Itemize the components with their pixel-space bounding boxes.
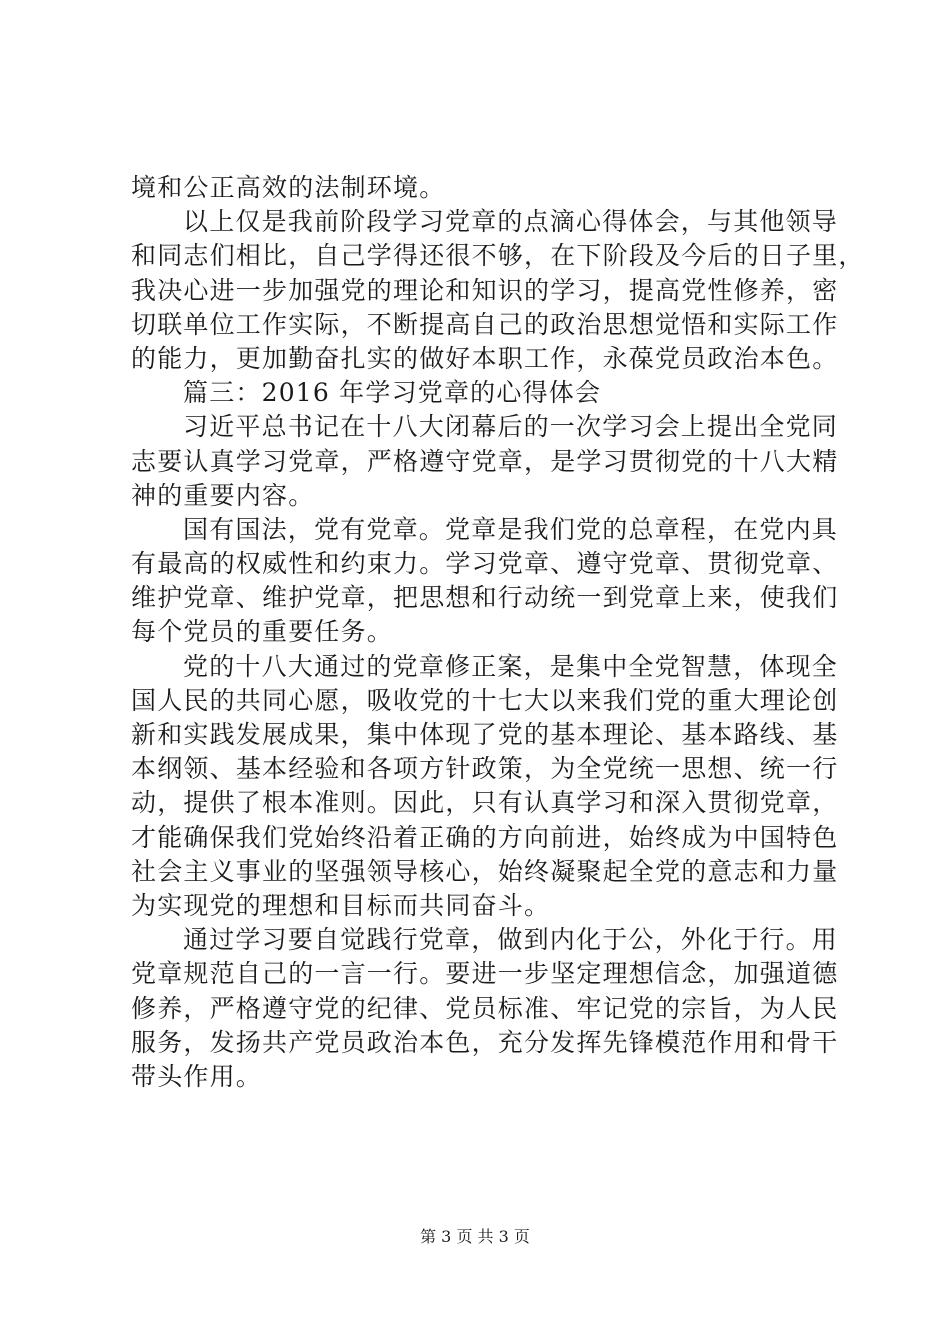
text-line: 切联单位工作实际，不断提高自己的政治思想觉悟和实际工作 <box>131 309 839 339</box>
text-line: 和同志们相比，自己学得还很不够，在下阶段及今后的日子里， <box>131 241 865 271</box>
text-line: 志要认真学习党章，严格遵守党章，是学习贯彻党的十八大精 <box>131 446 839 476</box>
text-line: 以上仅是我前阶段学习党章的点滴心得体会，与其他领导 <box>183 207 839 237</box>
text-line: 通过学习要自觉践行党章，做到内化于公，外化于行。用 <box>183 925 839 955</box>
text-line: 神的重要内容。 <box>131 480 315 510</box>
text-line: 我决心进一步加强党的理论和知识的学习，提高党性修养，密 <box>131 275 839 305</box>
text-line: 每个党员的重要任务。 <box>131 617 394 647</box>
text-line: 国人民的共同心愿，吸收党的十七大以来我们党的重大理论创 <box>131 685 839 715</box>
text-line: 有最高的权威性和约束力。学习党章、遵守党章、贯彻党章、 <box>131 549 839 579</box>
text-line: 动，提供了根本准则。因此，只有认真学习和深入贯彻党章， <box>131 788 839 818</box>
text-line: 新和实践发展成果，集中体现了党的基本理论、基本路线、基 <box>131 720 839 749</box>
text-line: 党章规范自己的一言一行。要进一步坚定理想信念，加强道德 <box>131 959 839 989</box>
text-line: 社会主义事业的坚强领导核心，始终凝聚起全党的意志和力量 <box>131 856 839 886</box>
text-line: 习近平总书记在十八大闭幕后的一次学习会上提出全党同 <box>183 412 839 442</box>
text-line: 为实现党的理想和目标而共同奋斗。 <box>131 890 551 920</box>
text-line: 服务，发扬共产党员政治本色，充分发挥先锋模范作用和骨干 <box>131 1027 839 1057</box>
page-footer <box>0 1226 950 1248</box>
text-line: 带头作用。 <box>131 1061 263 1091</box>
text-line: 才能确保我们党始终沿着正确的方向前进，始终成为中国特色 <box>131 822 839 852</box>
text-line: 的能力，更加勤奋扎实的做好本职工作，永葆党员政治本色。 <box>131 343 839 373</box>
text-line: 修养，严格遵守党的纪律、党员标准、牢记党的宗旨，为人民 <box>131 993 839 1023</box>
document-body <box>131 171 865 1094</box>
text-line: 本纲领、基本经验和各项方针政策，为全党统一思想、统一行 <box>131 754 839 784</box>
text-line: 党的十八大通过的党章修正案，是集中全党智慧，体现全 <box>183 651 839 681</box>
page-number: 第 3 页 共 3 页 <box>420 1227 530 1246</box>
text-line: 境和公正高效的法制环境。 <box>131 173 446 202</box>
text-line: 国有国法，党有党章。党章是我们党的总章程，在党内具 <box>183 514 839 544</box>
text-line: 维护党章、维护党章，把思想和行动统一到党章上来，使我们 <box>131 583 839 613</box>
section-heading: 篇三：2016 年学习党章的心得体会 <box>183 378 602 408</box>
